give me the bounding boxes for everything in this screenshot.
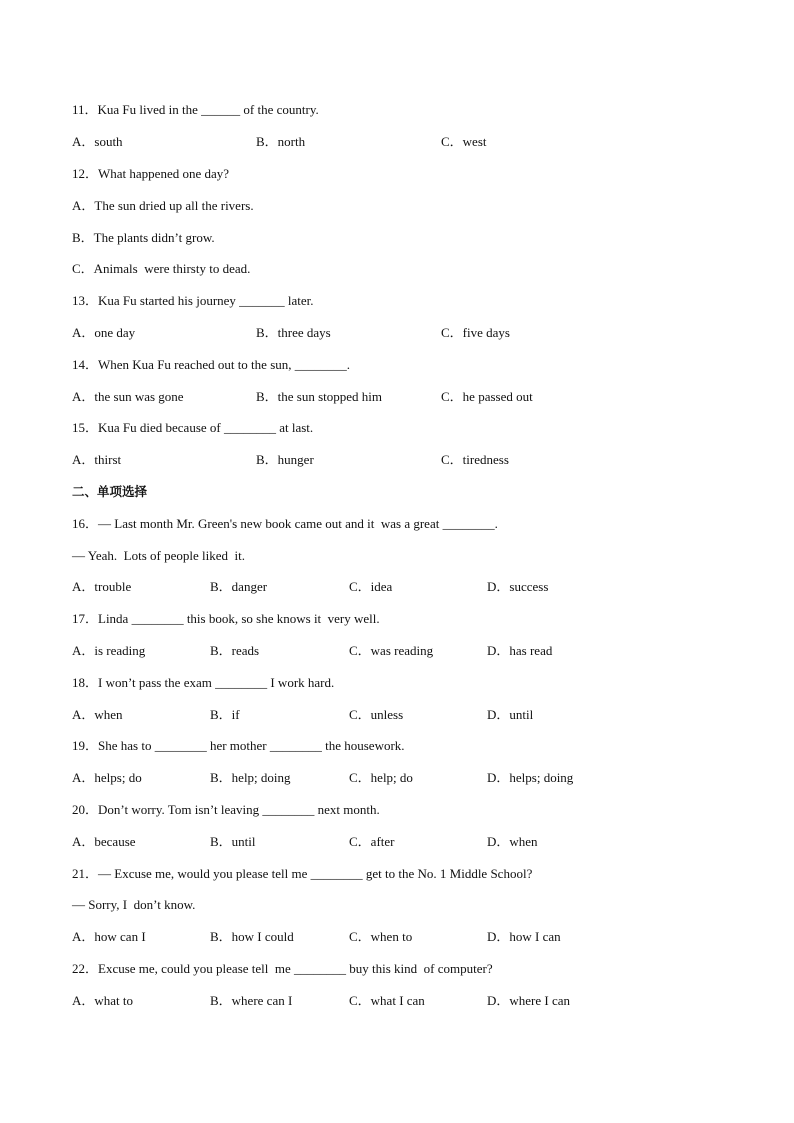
question-13-stem: 13．Kua Fu started his journey _______ later. — [72, 293, 314, 308]
question-16-option-b: B．danger — [210, 579, 268, 594]
question-22-option-d: D．where I can — [487, 993, 571, 1008]
question-14-option-c: C．he passed out — [441, 389, 533, 404]
question-20-option-b: B．until — [210, 834, 256, 849]
question-11-option-b: B．north — [256, 134, 306, 149]
section-title: 二、单项选择 — [72, 484, 148, 499]
question-22-option-c: C．what I can — [349, 993, 425, 1008]
question-15-stem: 15．Kua Fu died because of ________ at last. — [72, 420, 314, 435]
question-21-stem: 21．— Excuse me, would you please tell me ________ get to the No. 1 Middle School? — [72, 866, 533, 881]
question-17-stem: 17．Linda ________ this book, so she knows it very well. — [72, 611, 380, 626]
question-16-stem: 16．— Last month Mr. Green's new book came out and it was a great ________. — [72, 516, 498, 531]
question-21-option-c: C．when to — [349, 929, 413, 944]
question-17-option-b: B．reads — [210, 643, 260, 658]
question-22-stem: 22．Excuse me, could you please tell me ________ buy this kind of computer? — [72, 961, 493, 976]
question-20-option-c: C．after — [349, 834, 395, 849]
question-14-option-a: A．the sun was gone — [72, 389, 184, 404]
question-19-option-d: D．helps; doing — [487, 770, 574, 785]
question-20-option-d: D．when — [487, 834, 538, 849]
question-20-stem: 20．Don’t worry. Tom isn’t leaving ________ next month. — [72, 802, 380, 817]
question-15-option-b: B．hunger — [256, 452, 314, 467]
question-22-option-b: B．where can I — [210, 993, 293, 1008]
question-16-option-a: A．trouble — [72, 579, 132, 594]
question-11-stem: 11．Kua Fu lived in the ______ of the country. — [72, 102, 319, 117]
question-20-option-a: A．because — [72, 834, 136, 849]
question-18-stem: 18．I won’t pass the exam ________ I work hard. — [72, 675, 335, 690]
question-21-option-d: D．how I can — [487, 929, 561, 944]
question-13-option-a: A．one day — [72, 325, 136, 340]
question-19-option-c: C．help; do — [349, 770, 413, 785]
question-14-stem: 14．When Kua Fu reached out to the sun, ________. — [72, 357, 351, 372]
question-17-option-d: D．has read — [487, 643, 553, 658]
question-21-option-a: A．how can I — [72, 929, 146, 944]
question-18-option-c: C．unless — [349, 707, 404, 722]
question-19-stem: 19．She has to ________ her mother ________ the housework. — [72, 738, 405, 753]
question-18-option-d: D．until — [487, 707, 534, 722]
question-22-option-a: A．what to — [72, 993, 134, 1008]
question-18-option-a: A．when — [72, 707, 123, 722]
question-12-stem: 12．What happened one day? — [72, 166, 230, 181]
question-16-option-d: D．success — [487, 579, 549, 594]
question-19-option-b: B．help; doing — [210, 770, 291, 785]
question-13-option-c: C．five days — [441, 325, 510, 340]
question-16-stem-reply: — Yeah. Lots of people liked it. — [72, 548, 245, 563]
question-15-option-a: A．thirst — [72, 452, 122, 467]
question-14-option-b: B．the sun stopped him — [256, 389, 383, 404]
question-19-option-a: A．helps; do — [72, 770, 142, 785]
question-18-option-b: B．if — [210, 707, 240, 722]
question-17-option-c: C．was reading — [349, 643, 434, 658]
question-21-option-b: B．how I could — [210, 929, 294, 944]
question-17-option-a: A．is reading — [72, 643, 146, 658]
question-12-option-b: B．The plants didn’t grow. — [72, 230, 215, 245]
question-16-option-c: C．idea — [349, 579, 393, 594]
question-12-option-a: A．The sun dried up all the rivers. — [72, 198, 254, 213]
question-21-stem-reply: — Sorry, I don’t know. — [72, 897, 196, 912]
question-15-option-c: C．tiredness — [441, 452, 509, 467]
question-13-option-b: B．three days — [256, 325, 331, 340]
question-11-option-a: A．south — [72, 134, 123, 149]
question-12-option-c: C．Animals were thirsty to dead. — [72, 261, 251, 276]
question-11-option-c: C．west — [441, 134, 487, 149]
